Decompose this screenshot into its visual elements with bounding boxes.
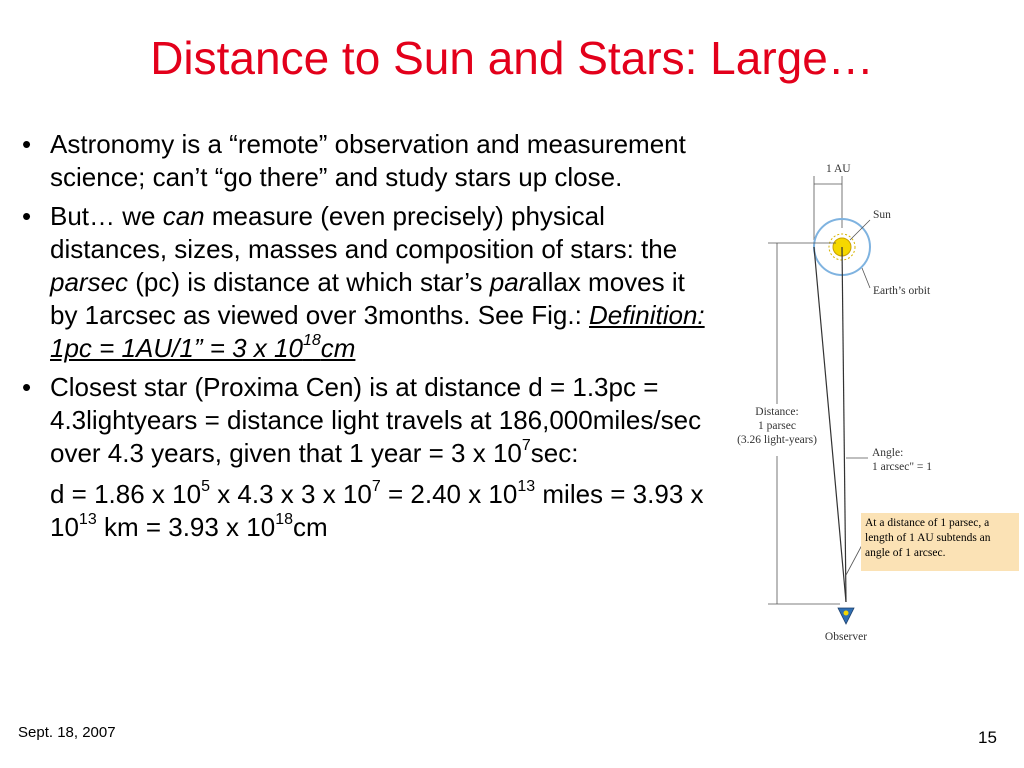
bullet-item-3 bbox=[20, 371, 710, 470]
bullet-list bbox=[20, 128, 710, 544]
exponent: 7 bbox=[521, 437, 531, 455]
eq-exponent: 13 bbox=[517, 478, 536, 496]
sun-label: Sun bbox=[873, 209, 891, 221]
bullet-text-part: But… we bbox=[50, 201, 163, 231]
sight-line-right bbox=[842, 247, 846, 602]
orbit-leader-line bbox=[862, 268, 870, 288]
angle-label-1: Angle: bbox=[872, 447, 904, 459]
distance-label-1: Distance: bbox=[755, 406, 799, 418]
callout-leader-line bbox=[846, 545, 862, 575]
eq-exponent: 18 bbox=[275, 511, 293, 529]
eq-part: miles = 3.93 x 10 bbox=[50, 479, 704, 542]
bullet-text-part: allax moves it by 1arcsec as viewed over 3months. See Fig.: bbox=[50, 267, 685, 330]
distance-equation bbox=[20, 478, 710, 544]
sun-leader-line bbox=[850, 220, 870, 240]
eq-exponent: 7 bbox=[371, 478, 381, 496]
page-number: 15 bbox=[978, 728, 997, 747]
angle-label-2: 1 arcsec" = 1 bbox=[872, 461, 933, 473]
bullet-item-1 bbox=[20, 128, 710, 194]
bullet-text-part: (pc) is distance at which star’s bbox=[128, 267, 490, 297]
eq-part: cm bbox=[293, 512, 328, 542]
observer-eye-iris bbox=[844, 611, 849, 616]
eq-part: = 2.40 x 10 bbox=[380, 479, 518, 509]
eq-part: km = 3.93 x 10 bbox=[96, 512, 276, 542]
bullet-marker: • bbox=[22, 201, 32, 231]
bullet-marker: • bbox=[22, 129, 32, 159]
emphasis-can: can bbox=[162, 201, 205, 231]
parallax-diagram bbox=[720, 148, 1020, 668]
footer-date: Sept. 18, 2007 bbox=[18, 724, 116, 741]
observer-eye-icon bbox=[838, 608, 854, 624]
bullet-text-part: measure (even precisely) physical distances, sizes, masses and composition of stars: the bbox=[50, 201, 678, 264]
distance-label-3: (3.26 light-years) bbox=[737, 434, 817, 446]
bullet-marker: • bbox=[22, 372, 32, 402]
au-label: 1 AU bbox=[826, 163, 851, 175]
parsec-callout: At a distance of 1 parsec, a length of 1 AU subtends an angle of 1 arcsec. bbox=[861, 513, 1019, 571]
distance-label-2: 1 parsec bbox=[758, 420, 796, 432]
bullet-item-2 bbox=[20, 200, 710, 365]
emphasis-par: par bbox=[489, 267, 528, 297]
slide-title: Distance to Sun and Stars: Large… bbox=[150, 32, 874, 84]
definition-exponent: 18 bbox=[302, 332, 321, 350]
bullet-text: Astronomy is a “remote” observation and measurement science; can’t “go there” and study stars up close. bbox=[50, 129, 686, 192]
bullet-text-tail: sec: bbox=[530, 438, 579, 468]
definition-text: Definition: 1pc = 1AU/1” = 3 x 10 bbox=[50, 300, 705, 363]
sight-line-left bbox=[814, 247, 846, 602]
eq-part: d = 1.86 x 10 bbox=[50, 479, 202, 509]
eq-exponent: 13 bbox=[78, 511, 97, 529]
eq-exponent: 5 bbox=[201, 478, 210, 496]
emphasis-parsec: parsec bbox=[50, 267, 129, 297]
orbit-label: Earth’s orbit bbox=[873, 285, 931, 297]
observer-label: Observer bbox=[824, 631, 868, 643]
bullet-text: Closest star (Proxima Cen) is at distance d = 1.3pc = 4.3lightyears = distance light travels at 186,000miles/sec over 4.3 years, given that 1 year = 3 x 10 bbox=[50, 372, 702, 468]
definition-unit: cm bbox=[320, 333, 356, 363]
eq-part: x 4.3 x 3 x 10 bbox=[209, 479, 372, 509]
